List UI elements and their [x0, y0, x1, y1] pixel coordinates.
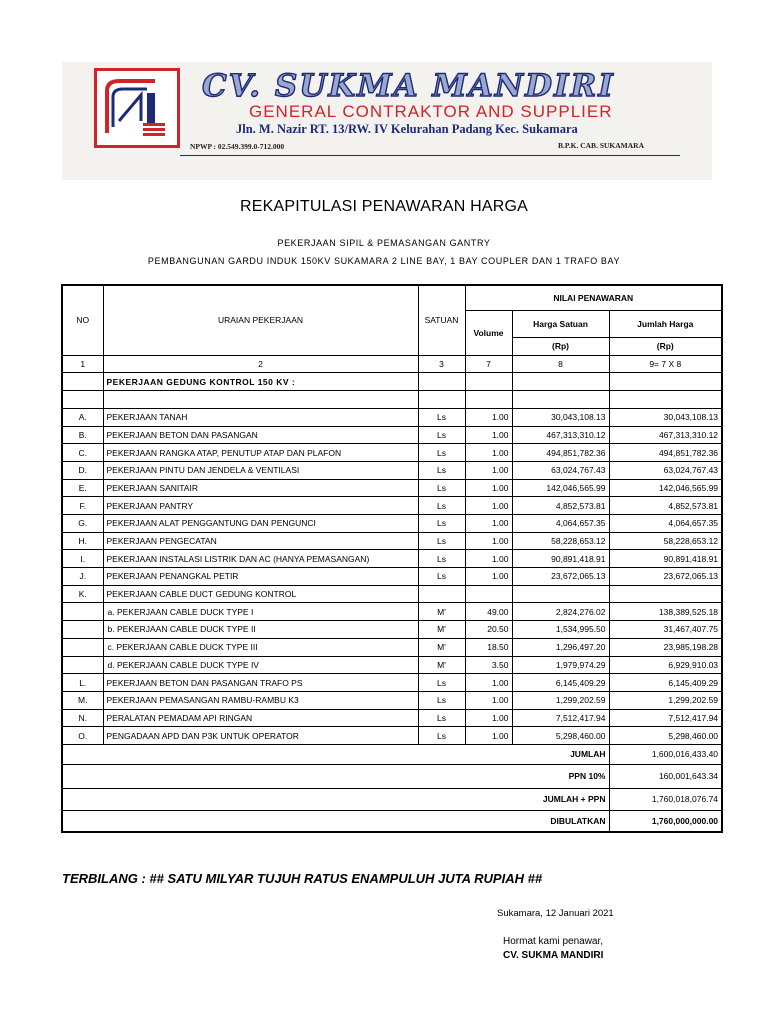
cell-unit: M' — [418, 603, 465, 621]
cell-desc: PEKERJAAN SANITAIR — [103, 479, 418, 497]
colnum: 3 — [418, 355, 465, 373]
table-row — [62, 656, 722, 674]
cell-vol: 1.00 — [465, 497, 512, 515]
cell-unit — [418, 585, 465, 603]
cell-unit: Ls — [418, 550, 465, 568]
spacer-row — [62, 390, 722, 408]
cell-total: 30,043,108.13 — [609, 408, 722, 426]
cell-price: 1,299,202.59 — [512, 691, 609, 709]
table-row — [62, 691, 722, 709]
price-recap-table — [61, 284, 723, 833]
colnum: 7 — [465, 355, 512, 373]
table-row — [62, 461, 722, 479]
cell-desc: b. PEKERJAAN CABLE DUCK TYPE II — [103, 621, 418, 639]
cell-total — [609, 585, 722, 603]
total-label: PPN 10% — [62, 764, 609, 788]
cell-unit: Ls — [418, 532, 465, 550]
cell-desc: d. PEKERJAAN CABLE DUCK TYPE IV — [103, 656, 418, 674]
cell-price — [512, 585, 609, 603]
cell-vol: 1.00 — [465, 515, 512, 533]
table-row — [62, 408, 722, 426]
cell-unit: Ls — [418, 691, 465, 709]
cell-no — [62, 656, 103, 674]
cell-unit: Ls — [418, 461, 465, 479]
cell-vol: 1.00 — [465, 479, 512, 497]
totals-row — [62, 764, 722, 788]
letterhead-divider — [180, 155, 680, 156]
cell-total: 6,929,910.03 — [609, 656, 722, 674]
table-row — [62, 426, 722, 444]
header-no: NO — [62, 285, 103, 355]
cell-desc: PEKERJAAN BETON DAN PASANGAN — [103, 426, 418, 444]
cell-vol: 1.00 — [465, 532, 512, 550]
total-value: 160,001,643.34 — [609, 764, 722, 788]
cell-total: 23,672,065.13 — [609, 568, 722, 586]
table-row — [62, 479, 722, 497]
document-subtitle-project: PEMBANGUNAN GARDU INDUK 150KV SUKAMARA 2 LINE BAY, 1 BAY COUPLER DAN 1 TRAFO BAY — [147, 256, 621, 266]
cell-no: L. — [62, 674, 103, 692]
place-date: Sukamara, 12 Januari 2021 — [497, 908, 614, 919]
header-nilai-penawaran: NILAI PENAWARAN — [465, 285, 722, 310]
company-address: Jln. M. Nazir RT. 13/RW. IV Kelurahan Padang Kec. Sukamara — [236, 122, 578, 136]
cell-total: 63,024,767.43 — [609, 461, 722, 479]
cell-price: 63,024,767.43 — [512, 461, 609, 479]
cell-no — [62, 603, 103, 621]
table-row — [62, 585, 722, 603]
colnum: 9= 7 X 8 — [609, 355, 722, 373]
cell-price: 494,851,782.36 — [512, 444, 609, 462]
cell-desc: PEKERJAAN RANGKA ATAP, PENUTUP ATAP DAN PLAFON — [103, 444, 418, 462]
cell-unit: Ls — [418, 408, 465, 426]
cell-price: 7,512,417.94 — [512, 709, 609, 727]
cell-price: 30,043,108.13 — [512, 408, 609, 426]
cell-no: A. — [62, 408, 103, 426]
totals-row — [62, 788, 722, 810]
cell-total: 5,298,460.00 — [609, 727, 722, 745]
section-title: PEKERJAAN GEDUNG KONTROL 150 KV : — [103, 373, 418, 391]
cell-desc: PEKERJAAN BETON DAN PASANGAN TRAFO PS — [103, 674, 418, 692]
cell-desc: PEKERJAAN INSTALASI LISTRIK DAN AC (HANYA PEMASANGAN) — [103, 550, 418, 568]
cell-desc: c. PEKERJAAN CABLE DUCK TYPE III — [103, 638, 418, 656]
cell-vol: 3.50 — [465, 656, 512, 674]
closing-greeting: Hormat kami penawar, — [503, 936, 604, 947]
signature-company: CV. SUKMA MANDIRI — [503, 950, 604, 961]
table-row — [62, 497, 722, 515]
cell-no — [62, 638, 103, 656]
cell-total: 4,064,657.35 — [609, 515, 722, 533]
table-row — [62, 638, 722, 656]
cell-total: 90,891,418.91 — [609, 550, 722, 568]
company-subtitle: GENERAL CONTRAKTOR AND SUPPLIER — [249, 102, 613, 121]
cell-price: 142,046,565.99 — [512, 479, 609, 497]
cell-no — [62, 621, 103, 639]
cell-total: 23,985,198.28 — [609, 638, 722, 656]
cell-vol: 18.50 — [465, 638, 512, 656]
terbilang-text: TERBILANG : ## SATU MILYAR TUJUH RATUS ENAMPULUH JUTA RUPIAH ## — [62, 871, 543, 886]
cell-desc: PERALATAN PEMADAM API RINGAN — [103, 709, 418, 727]
cell-unit: Ls — [418, 709, 465, 727]
cell-vol: 1.00 — [465, 408, 512, 426]
cell-total: 494,851,782.36 — [609, 444, 722, 462]
table-row — [62, 550, 722, 568]
cell-no: G. — [62, 515, 103, 533]
cell-total: 7,512,417.94 — [609, 709, 722, 727]
header-harga-satuan: Harga Satuan — [512, 310, 609, 337]
table-row — [62, 444, 722, 462]
cell-price: 6,145,409.29 — [512, 674, 609, 692]
total-value: 1,760,000,000.00 — [609, 810, 722, 832]
table-row — [62, 727, 722, 745]
cell-unit: M' — [418, 656, 465, 674]
cell-price: 5,298,460.00 — [512, 727, 609, 745]
cell-no: M. — [62, 691, 103, 709]
cell-unit: M' — [418, 638, 465, 656]
cell-price: 4,064,657.35 — [512, 515, 609, 533]
table-row — [62, 568, 722, 586]
cell-total: 31,467,407.75 — [609, 621, 722, 639]
cell-no: I. — [62, 550, 103, 568]
cell-price: 1,296,497.20 — [512, 638, 609, 656]
colnum: 8 — [512, 355, 609, 373]
cell-total: 467,313,310.12 — [609, 426, 722, 444]
header-rp: (Rp) — [609, 337, 722, 355]
cell-price: 58,228,653.12 — [512, 532, 609, 550]
totals-row — [62, 810, 722, 832]
cell-vol: 1.00 — [465, 461, 512, 479]
total-label: JUMLAH — [62, 744, 609, 764]
cell-no: B. — [62, 426, 103, 444]
cell-vol — [465, 585, 512, 603]
column-number-row — [62, 355, 722, 373]
bpk-branch: B.P.K. CAB. SUKAMARA — [558, 141, 644, 150]
document-subtitle-work: PEKERJAAN SIPIL & PEMASANGAN GANTRY — [277, 238, 491, 248]
cell-no: C. — [62, 444, 103, 462]
cell-total: 58,228,653.12 — [609, 532, 722, 550]
cell-desc: PEKERJAAN PENGECATAN — [103, 532, 418, 550]
cell-unit: Ls — [418, 426, 465, 444]
document-title: REKAPITULASI PENAWARAN HARGA — [239, 198, 529, 215]
cell-vol: 20.50 — [465, 621, 512, 639]
cell-vol: 1.00 — [465, 709, 512, 727]
cell-vol: 1.00 — [465, 444, 512, 462]
total-label: JUMLAH + PPN — [62, 788, 609, 810]
cell-desc: PEKERJAAN PEMASANGAN RAMBU-RAMBU K3 — [103, 691, 418, 709]
cell-desc: PEKERJAAN TANAH — [103, 408, 418, 426]
total-value: 1,600,016,433.40 — [609, 744, 722, 764]
cell-price: 4,852,573.81 — [512, 497, 609, 515]
table-row — [62, 674, 722, 692]
cell-no: F. — [62, 497, 103, 515]
header-rp: (Rp) — [512, 337, 609, 355]
table-row — [62, 603, 722, 621]
totals-row — [62, 744, 722, 764]
cell-no: D. — [62, 461, 103, 479]
cell-vol: 1.00 — [465, 727, 512, 745]
letterhead — [62, 62, 712, 180]
header-volume: Volume — [465, 310, 512, 355]
colnum: 2 — [103, 355, 418, 373]
cell-desc: PEKERJAAN ALAT PENGGANTUNG DAN PENGUNCI — [103, 515, 418, 533]
cell-unit: Ls — [418, 479, 465, 497]
cell-vol: 1.00 — [465, 674, 512, 692]
cell-unit: Ls — [418, 497, 465, 515]
cell-price: 23,672,065.13 — [512, 568, 609, 586]
table-header-row — [62, 285, 722, 310]
cell-no: N. — [62, 709, 103, 727]
cell-desc: PEKERJAAN CABLE DUCT GEDUNG KONTROL — [103, 585, 418, 603]
cell-price: 2,824,276.02 — [512, 603, 609, 621]
colnum: 1 — [62, 355, 103, 373]
section-row — [62, 373, 722, 391]
cell-desc: PEKERJAAN PINTU DAN JENDELA & VENTILASI — [103, 461, 418, 479]
cell-vol: 1.00 — [465, 691, 512, 709]
cell-no: J. — [62, 568, 103, 586]
table-row — [62, 532, 722, 550]
cell-desc: PEKERJAAN PENANGKAL PETIR — [103, 568, 418, 586]
cell-total: 138,389,525.18 — [609, 603, 722, 621]
cell-total: 1,299,202.59 — [609, 691, 722, 709]
cell-total: 6,145,409.29 — [609, 674, 722, 692]
cell-unit: Ls — [418, 727, 465, 745]
cell-no: E. — [62, 479, 103, 497]
header-satuan: SATUAN — [418, 285, 465, 355]
cell-vol: 1.00 — [465, 426, 512, 444]
cell-desc: PENGADAAN APD DAN P3K UNTUK OPERATOR — [103, 727, 418, 745]
cell-unit: Ls — [418, 444, 465, 462]
cell-unit: Ls — [418, 674, 465, 692]
cell-price: 467,313,310.12 — [512, 426, 609, 444]
cell-price: 1,979,974.29 — [512, 656, 609, 674]
cell-vol: 49.00 — [465, 603, 512, 621]
cell-price: 1,534,995.50 — [512, 621, 609, 639]
company-logo-icon — [94, 68, 180, 148]
cell-no: H. — [62, 532, 103, 550]
npwp-number: NPWP : 02.549.399.0-712.000 — [190, 142, 285, 151]
cell-total: 142,046,565.99 — [609, 479, 722, 497]
cell-unit: Ls — [418, 515, 465, 533]
cell-unit: Ls — [418, 568, 465, 586]
table-row — [62, 621, 722, 639]
company-name: CV. SUKMA MANDIRI — [202, 68, 615, 104]
cell-no: K. — [62, 585, 103, 603]
cell-vol: 1.00 — [465, 550, 512, 568]
total-label: DIBULATKAN — [62, 810, 609, 832]
header-jumlah-harga: Jumlah Harga — [609, 310, 722, 337]
cell-no: O. — [62, 727, 103, 745]
cell-total: 4,852,573.81 — [609, 497, 722, 515]
cell-unit: M' — [418, 621, 465, 639]
table-row — [62, 515, 722, 533]
cell-vol: 1.00 — [465, 568, 512, 586]
cell-desc: PEKERJAAN PANTRY — [103, 497, 418, 515]
cell-desc: a. PEKERJAAN CABLE DUCK TYPE I — [103, 603, 418, 621]
table-row — [62, 709, 722, 727]
header-uraian: URAIAN PEKERJAAN — [103, 285, 418, 355]
total-value: 1,760,018,076.74 — [609, 788, 722, 810]
cell-price: 90,891,418.91 — [512, 550, 609, 568]
